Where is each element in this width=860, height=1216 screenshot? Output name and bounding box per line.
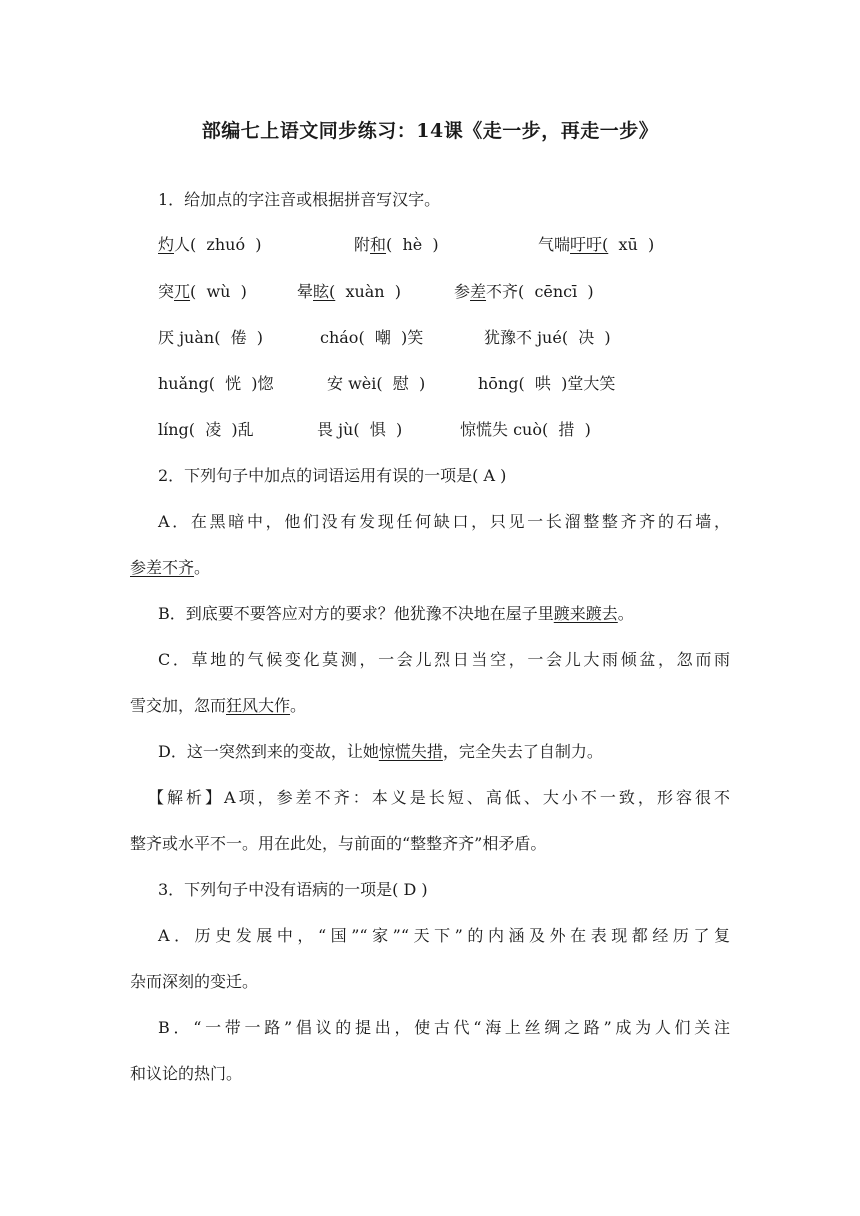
question-3-option-b-line1: B．“一带一路”倡议的提出，使古代“海上丝绸之路”成为人们关注 <box>158 1018 730 1037</box>
question-2-option-c-line2: 雪交加，忽而狂风大作。 <box>130 696 307 715</box>
question-2-option-b: B．到底要不要答应对方的要求？他犹豫不决地在屋子里踱来踱去。 <box>158 604 634 623</box>
pinyin-item: 惊慌失 cuò( 措 ) <box>460 420 591 439</box>
pinyin-item: 突兀( wù ) <box>158 282 247 301</box>
question-1-prompt: 1．给加点的字注音或根据拼音写汉字。 <box>158 190 441 209</box>
question-3-prompt: 3．下列句子中没有语病的一项是( D ) <box>158 880 428 899</box>
question-2-analysis-line1: 【解析】A项，参差不齐：本义是长短、高低、大小不一致，形容很不 <box>148 788 730 807</box>
question-2-option-c-line1: C．草地的气候变化莫测，一会儿烈日当空，一会儿大雨倾盆，忽而雨 <box>158 650 730 669</box>
question-2-analysis-line2: 整齐或水平不一。用在此处，与前面的“整整齐齐”相矛盾。 <box>130 834 547 853</box>
question-2-option-a-line1: A．在黑暗中，他们没有发现任何缺口，只见一长溜整整齐齐的石墙， <box>158 512 730 531</box>
question-3-option-a-line1: A．历史发展中，“国”“家”“天下”的内涵及外在表现都经历了复 <box>158 926 730 945</box>
question-2-option-d: D．这一突然到来的变故，让她惊慌失措，完全失去了自制力。 <box>158 742 603 761</box>
pinyin-item: hōng( 哄 )堂大笑 <box>478 374 616 393</box>
pinyin-item: 厌 juàn( 倦 ) <box>158 328 264 347</box>
pinyin-item: 参差不齐( cēncī ) <box>454 282 594 301</box>
question-3-option-b-line2: 和议论的热门。 <box>130 1064 243 1083</box>
pinyin-item: 气喘吁吁( xū ) <box>538 235 655 254</box>
question-2-option-a-line2: 参差不齐。 <box>130 558 211 577</box>
pinyin-item: cháo( 嘲 )笑 <box>320 328 424 347</box>
page-title: 部编七上语文同步练习：14课《走一步，再走一步》 <box>201 120 659 142</box>
pinyin-item: 畏 jù( 惧 ) <box>317 420 403 439</box>
pinyin-item: 安 wèi( 慰 ) <box>327 374 426 393</box>
question-3-option-a-line2: 杂而深刻的变迁。 <box>130 972 259 991</box>
pinyin-item: líng( 凌 )乱 <box>158 420 254 439</box>
pinyin-item: 灼人( zhuó ) <box>158 235 262 254</box>
pinyin-item: huǎng( 恍 )惚 <box>158 374 274 393</box>
pinyin-item: 附和( hè ) <box>354 235 439 254</box>
pinyin-item: 晕眩( xuàn ) <box>297 282 402 301</box>
question-2-prompt: 2．下列句子中加点的词语运用有误的一项是( A ) <box>158 466 507 485</box>
pinyin-item: 犹豫不 jué( 决 ) <box>484 328 611 347</box>
